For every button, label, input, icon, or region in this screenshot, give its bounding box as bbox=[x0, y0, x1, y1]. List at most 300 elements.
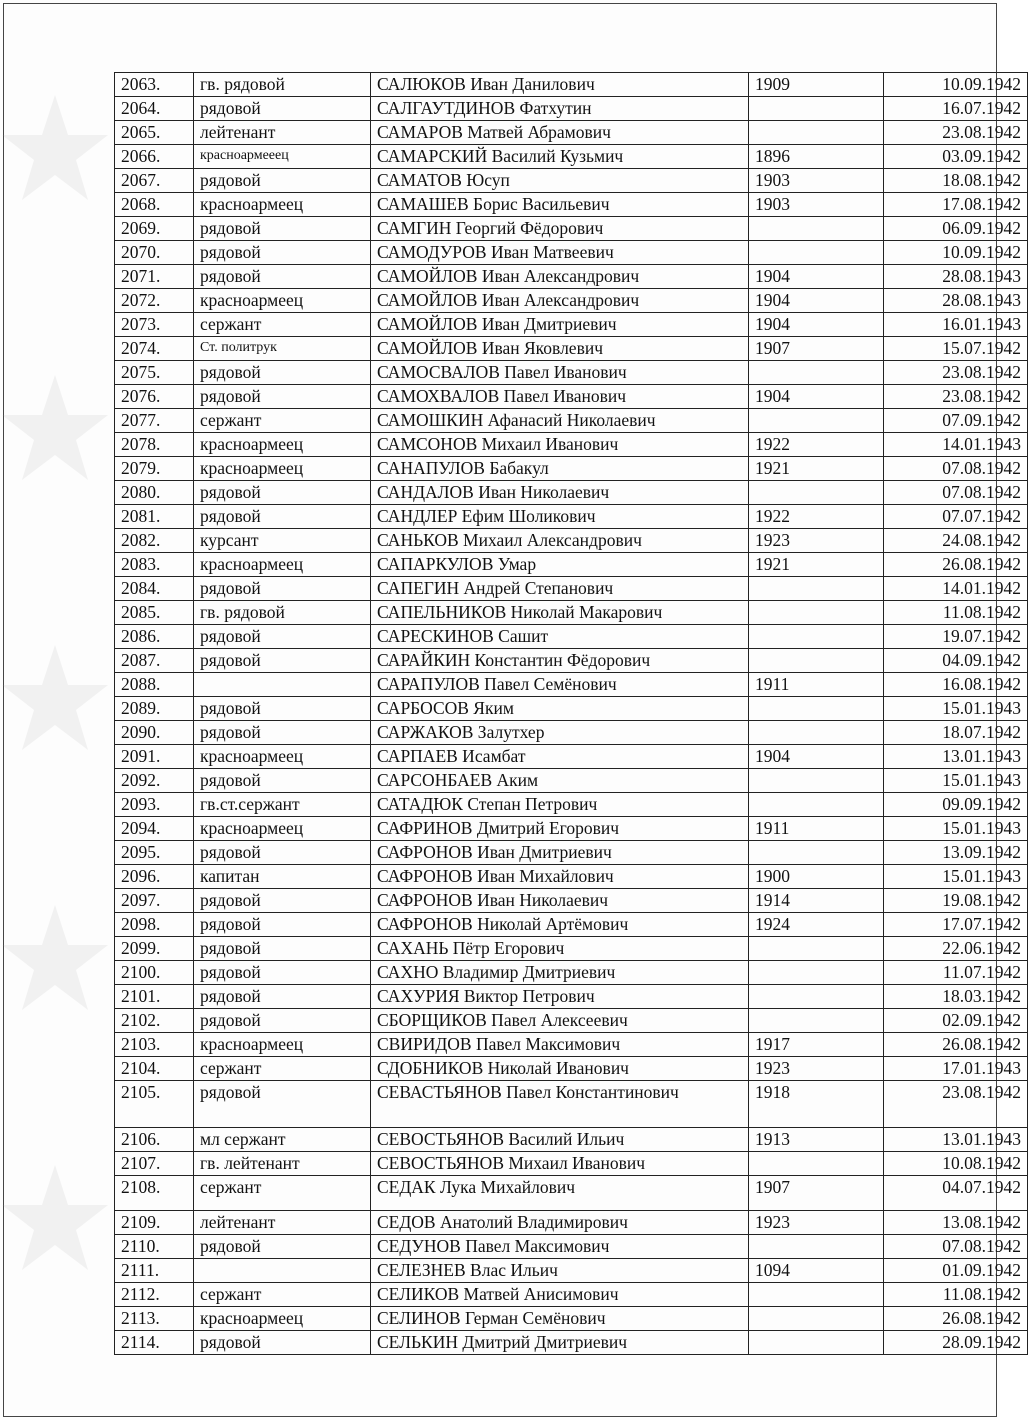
row-name: САРАПУЛОВ Павел Семёнович bbox=[371, 673, 749, 697]
row-date: 17.07.1942 bbox=[884, 913, 1028, 937]
row-birth-year bbox=[749, 241, 884, 265]
row-number: 2078. bbox=[115, 433, 194, 457]
table-row bbox=[115, 169, 1028, 193]
row-birth-year: 1911 bbox=[749, 673, 884, 697]
row-number: 2095. bbox=[115, 841, 194, 865]
row-name: САМАРСКИЙ Василий Кузьмич bbox=[371, 145, 749, 169]
star-stamp-icon bbox=[0, 90, 110, 250]
row-birth-year: 1907 bbox=[749, 337, 884, 361]
row-birth-year bbox=[749, 1307, 884, 1331]
register-body bbox=[115, 73, 1028, 1355]
row-name: САМОДУРОВ Иван Матвеевич bbox=[371, 241, 749, 265]
row-number: 2096. bbox=[115, 865, 194, 889]
row-number: 2066. bbox=[115, 145, 194, 169]
table-row bbox=[115, 697, 1028, 721]
row-rank: красноармееец bbox=[194, 145, 371, 169]
row-rank: красноармеец bbox=[194, 457, 371, 481]
table-row bbox=[115, 673, 1028, 697]
row-name: САХУРИЯ Виктор Петрович bbox=[371, 985, 749, 1009]
row-number: 2114. bbox=[115, 1331, 194, 1355]
row-rank: сержант bbox=[194, 313, 371, 337]
row-number: 2111. bbox=[115, 1259, 194, 1283]
row-number: 2102. bbox=[115, 1009, 194, 1033]
row-name: САЛЮКОВ Иван Данилович bbox=[371, 73, 749, 97]
row-rank: рядовой bbox=[194, 961, 371, 985]
row-name: САНДЛЕР Ефим Шоликович bbox=[371, 505, 749, 529]
table-row bbox=[115, 409, 1028, 433]
row-birth-year: 1904 bbox=[749, 313, 884, 337]
table-row bbox=[115, 1283, 1028, 1307]
row-name: САНДАЛОВ Иван Николаевич bbox=[371, 481, 749, 505]
row-birth-year bbox=[749, 601, 884, 625]
row-date: 23.08.1942 bbox=[884, 1081, 1028, 1128]
row-date: 16.01.1943 bbox=[884, 313, 1028, 337]
row-number: 2063. bbox=[115, 73, 194, 97]
table-row bbox=[115, 73, 1028, 97]
row-rank: рядовой bbox=[194, 721, 371, 745]
table-row bbox=[115, 865, 1028, 889]
row-date: 24.08.1942 bbox=[884, 529, 1028, 553]
row-name: САХНО Владимир Дмитриевич bbox=[371, 961, 749, 985]
row-rank: курсант bbox=[194, 529, 371, 553]
row-number: 2099. bbox=[115, 937, 194, 961]
row-rank: рядовой bbox=[194, 385, 371, 409]
row-name: САРЕСКИНОВ Сашит bbox=[371, 625, 749, 649]
row-number: 2080. bbox=[115, 481, 194, 505]
row-date: 03.09.1942 bbox=[884, 145, 1028, 169]
row-rank: Ст. политрук bbox=[194, 337, 371, 361]
row-rank: рядовой bbox=[194, 937, 371, 961]
row-number: 2076. bbox=[115, 385, 194, 409]
row-birth-year: 1923 bbox=[749, 1211, 884, 1235]
row-name: САПАРКУЛОВ Умар bbox=[371, 553, 749, 577]
row-rank: рядовой bbox=[194, 505, 371, 529]
row-name: САТАДЮК Степан Петрович bbox=[371, 793, 749, 817]
table-row bbox=[115, 313, 1028, 337]
row-date: 26.08.1942 bbox=[884, 1033, 1028, 1057]
row-birth-year bbox=[749, 841, 884, 865]
row-name: СДОБНИКОВ Николай Иванович bbox=[371, 1057, 749, 1081]
row-date: 15.01.1943 bbox=[884, 697, 1028, 721]
row-rank: лейтенант bbox=[194, 1211, 371, 1235]
row-date: 13.01.1943 bbox=[884, 745, 1028, 769]
row-number: 2071. bbox=[115, 265, 194, 289]
row-birth-year: 1913 bbox=[749, 1128, 884, 1152]
row-date: 17.08.1942 bbox=[884, 193, 1028, 217]
row-date: 23.08.1942 bbox=[884, 385, 1028, 409]
row-date: 28.08.1943 bbox=[884, 265, 1028, 289]
row-date: 07.09.1942 bbox=[884, 409, 1028, 433]
table-row bbox=[115, 457, 1028, 481]
row-date: 13.01.1943 bbox=[884, 1128, 1028, 1152]
row-number: 2067. bbox=[115, 169, 194, 193]
row-birth-year: 1904 bbox=[749, 385, 884, 409]
row-number: 2098. bbox=[115, 913, 194, 937]
row-rank: рядовой bbox=[194, 769, 371, 793]
row-birth-year bbox=[749, 649, 884, 673]
row-birth-year: 1904 bbox=[749, 745, 884, 769]
row-name: САНАПУЛОВ Бабакул bbox=[371, 457, 749, 481]
row-date: 18.07.1942 bbox=[884, 721, 1028, 745]
row-number: 2105. bbox=[115, 1081, 194, 1128]
row-number: 2072. bbox=[115, 289, 194, 313]
row-name: САМОЙЛОВ Иван Александрович bbox=[371, 289, 749, 313]
row-number: 2103. bbox=[115, 1033, 194, 1057]
row-number: 2101. bbox=[115, 985, 194, 1009]
row-number: 2068. bbox=[115, 193, 194, 217]
row-rank: красноармеец bbox=[194, 745, 371, 769]
row-date: 16.08.1942 bbox=[884, 673, 1028, 697]
row-date: 07.08.1942 bbox=[884, 481, 1028, 505]
row-name: САФРОНОВ Иван Дмитриевич bbox=[371, 841, 749, 865]
row-birth-year: 1924 bbox=[749, 913, 884, 937]
row-name: САФРОНОВ Николай Артёмович bbox=[371, 913, 749, 937]
row-rank: рядовой bbox=[194, 1331, 371, 1355]
row-rank: мл сержант bbox=[194, 1128, 371, 1152]
row-rank: лейтенант bbox=[194, 121, 371, 145]
row-rank: сержант bbox=[194, 409, 371, 433]
row-name: САРАЙКИН Константин Фёдорович bbox=[371, 649, 749, 673]
row-name: СЕЛИНОВ Герман Семёнович bbox=[371, 1307, 749, 1331]
row-birth-year: 1921 bbox=[749, 553, 884, 577]
row-birth-year bbox=[749, 1331, 884, 1355]
row-number: 2069. bbox=[115, 217, 194, 241]
row-name: САРБОСОВ Яким bbox=[371, 697, 749, 721]
row-name: САМОСВАЛОВ Павел Иванович bbox=[371, 361, 749, 385]
table-row bbox=[115, 553, 1028, 577]
row-number: 2079. bbox=[115, 457, 194, 481]
table-row bbox=[115, 625, 1028, 649]
row-number: 2100. bbox=[115, 961, 194, 985]
row-rank: рядовой bbox=[194, 361, 371, 385]
row-birth-year bbox=[749, 481, 884, 505]
row-rank: гв.ст.сержант bbox=[194, 793, 371, 817]
table-row bbox=[115, 121, 1028, 145]
table-row bbox=[115, 913, 1028, 937]
row-number: 2109. bbox=[115, 1211, 194, 1235]
row-number: 2087. bbox=[115, 649, 194, 673]
row-rank: рядовой bbox=[194, 1235, 371, 1259]
row-date: 04.09.1942 bbox=[884, 649, 1028, 673]
row-name: САМОЙЛОВ Иван Александрович bbox=[371, 265, 749, 289]
table-row bbox=[115, 241, 1028, 265]
row-number: 2113. bbox=[115, 1307, 194, 1331]
row-rank: рядовой bbox=[194, 841, 371, 865]
row-rank: красноармеец bbox=[194, 553, 371, 577]
row-name: СЕДАК Лука Михайлович bbox=[371, 1176, 749, 1211]
row-number: 2085. bbox=[115, 601, 194, 625]
row-date: 15.01.1943 bbox=[884, 865, 1028, 889]
row-rank: рядовой bbox=[194, 1009, 371, 1033]
row-number: 2097. bbox=[115, 889, 194, 913]
row-birth-year bbox=[749, 1009, 884, 1033]
row-date: 13.09.1942 bbox=[884, 841, 1028, 865]
row-birth-year bbox=[749, 577, 884, 601]
row-number: 2064. bbox=[115, 97, 194, 121]
row-date: 15.01.1943 bbox=[884, 769, 1028, 793]
row-date: 10.09.1942 bbox=[884, 241, 1028, 265]
row-name: СВИРИДОВ Павел Максимович bbox=[371, 1033, 749, 1057]
row-name: САЛГАУТДИНОВ Фатхутин bbox=[371, 97, 749, 121]
row-birth-year bbox=[749, 625, 884, 649]
table-row bbox=[115, 193, 1028, 217]
row-birth-year: 1903 bbox=[749, 193, 884, 217]
table-row bbox=[115, 1235, 1028, 1259]
row-date: 07.08.1942 bbox=[884, 1235, 1028, 1259]
row-rank: красноармеец bbox=[194, 289, 371, 313]
row-name: САМАРОВ Матвей Абрамович bbox=[371, 121, 749, 145]
table-row bbox=[115, 361, 1028, 385]
table-row bbox=[115, 481, 1028, 505]
row-rank: рядовой bbox=[194, 481, 371, 505]
row-birth-year bbox=[749, 217, 884, 241]
star-stamp-icon bbox=[0, 640, 110, 800]
table-row bbox=[115, 1331, 1028, 1355]
star-stamp-icon bbox=[0, 370, 110, 530]
row-birth-year bbox=[749, 121, 884, 145]
row-rank: гв. лейтенант bbox=[194, 1152, 371, 1176]
row-rank: капитан bbox=[194, 865, 371, 889]
row-number: 2074. bbox=[115, 337, 194, 361]
row-date: 11.08.1942 bbox=[884, 1283, 1028, 1307]
row-date: 26.08.1942 bbox=[884, 553, 1028, 577]
row-name: САМСОНОВ Михаил Иванович bbox=[371, 433, 749, 457]
row-name: САФРОНОВ Иван Николаевич bbox=[371, 889, 749, 913]
row-date: 10.08.1942 bbox=[884, 1152, 1028, 1176]
row-birth-year bbox=[749, 409, 884, 433]
row-birth-year bbox=[749, 361, 884, 385]
table-row bbox=[115, 433, 1028, 457]
table-row bbox=[115, 937, 1028, 961]
row-number: 2082. bbox=[115, 529, 194, 553]
row-name: САПЕГИН Андрей Степанович bbox=[371, 577, 749, 601]
row-birth-year: 1911 bbox=[749, 817, 884, 841]
row-date: 11.07.1942 bbox=[884, 961, 1028, 985]
row-rank: гв. рядовой bbox=[194, 73, 371, 97]
row-rank bbox=[194, 673, 371, 697]
row-date: 13.08.1942 bbox=[884, 1211, 1028, 1235]
row-birth-year bbox=[749, 697, 884, 721]
row-date: 15.07.1942 bbox=[884, 337, 1028, 361]
row-rank: красноармеец bbox=[194, 433, 371, 457]
row-rank: сержант bbox=[194, 1283, 371, 1307]
table-row bbox=[115, 841, 1028, 865]
row-date: 11.08.1942 bbox=[884, 601, 1028, 625]
row-birth-year: 1914 bbox=[749, 889, 884, 913]
table-row bbox=[115, 529, 1028, 553]
row-birth-year bbox=[749, 1235, 884, 1259]
row-number: 2090. bbox=[115, 721, 194, 745]
row-name: СЕДУНОВ Павел Максимович bbox=[371, 1235, 749, 1259]
row-date: 28.09.1942 bbox=[884, 1331, 1028, 1355]
row-birth-year: 1921 bbox=[749, 457, 884, 481]
row-birth-year bbox=[749, 721, 884, 745]
table-row bbox=[115, 337, 1028, 361]
row-rank: сержант bbox=[194, 1057, 371, 1081]
row-birth-year: 1094 bbox=[749, 1259, 884, 1283]
row-date: 18.03.1942 bbox=[884, 985, 1028, 1009]
row-name: СЕВОСТЬЯНОВ Михаил Иванович bbox=[371, 1152, 749, 1176]
row-rank: рядовой bbox=[194, 697, 371, 721]
row-number: 2075. bbox=[115, 361, 194, 385]
row-date: 04.07.1942 bbox=[884, 1176, 1028, 1211]
casualty-register-table bbox=[114, 72, 1028, 1355]
row-number: 2106. bbox=[115, 1128, 194, 1152]
row-date: 22.06.1942 bbox=[884, 937, 1028, 961]
table-row bbox=[115, 97, 1028, 121]
row-name: САФРОНОВ Иван Михайлович bbox=[371, 865, 749, 889]
row-rank: рядовой bbox=[194, 625, 371, 649]
row-number: 2093. bbox=[115, 793, 194, 817]
row-date: 07.07.1942 bbox=[884, 505, 1028, 529]
row-name: СЕВАСТЬЯНОВ Павел Константинович bbox=[371, 1081, 749, 1128]
row-date: 28.08.1943 bbox=[884, 289, 1028, 313]
row-rank: рядовой bbox=[194, 241, 371, 265]
row-date: 02.09.1942 bbox=[884, 1009, 1028, 1033]
row-name: САМАТОВ Юсуп bbox=[371, 169, 749, 193]
star-stamp-icon bbox=[0, 900, 110, 1060]
table-row bbox=[115, 217, 1028, 241]
row-number: 2070. bbox=[115, 241, 194, 265]
row-rank: красноармеец bbox=[194, 1033, 371, 1057]
row-date: 23.08.1942 bbox=[884, 361, 1028, 385]
table-row bbox=[115, 601, 1028, 625]
row-rank bbox=[194, 1259, 371, 1283]
row-birth-year: 1918 bbox=[749, 1081, 884, 1128]
row-birth-year: 1923 bbox=[749, 1057, 884, 1081]
row-number: 2104. bbox=[115, 1057, 194, 1081]
row-birth-year: 1904 bbox=[749, 289, 884, 313]
row-date: 14.01.1942 bbox=[884, 577, 1028, 601]
row-number: 2112. bbox=[115, 1283, 194, 1307]
row-name: СЕЛИКОВ Матвей Анисимович bbox=[371, 1283, 749, 1307]
row-rank: красноармеец bbox=[194, 817, 371, 841]
row-number: 2084. bbox=[115, 577, 194, 601]
row-number: 2092. bbox=[115, 769, 194, 793]
table-row bbox=[115, 1033, 1028, 1057]
row-birth-year: 1900 bbox=[749, 865, 884, 889]
row-birth-year bbox=[749, 1283, 884, 1307]
row-name: САФРИНОВ Дмитрий Егорович bbox=[371, 817, 749, 841]
row-date: 17.01.1943 bbox=[884, 1057, 1028, 1081]
row-birth-year: 1907 bbox=[749, 1176, 884, 1211]
row-birth-year: 1923 bbox=[749, 529, 884, 553]
row-number: 2091. bbox=[115, 745, 194, 769]
row-date: 19.08.1942 bbox=[884, 889, 1028, 913]
table-row bbox=[115, 577, 1028, 601]
row-rank: рядовой bbox=[194, 217, 371, 241]
row-date: 18.08.1942 bbox=[884, 169, 1028, 193]
table-row bbox=[115, 1081, 1028, 1128]
table-row bbox=[115, 505, 1028, 529]
row-birth-year bbox=[749, 985, 884, 1009]
row-name: САРЖАКОВ Залутхер bbox=[371, 721, 749, 745]
row-name: СЕДОВ Анатолий Владимирович bbox=[371, 1211, 749, 1235]
table-row bbox=[115, 1307, 1028, 1331]
row-birth-year: 1896 bbox=[749, 145, 884, 169]
row-name: САРПАЕВ Исамбат bbox=[371, 745, 749, 769]
row-date: 07.08.1942 bbox=[884, 457, 1028, 481]
row-name: САМАШЕВ Борис Васильевич bbox=[371, 193, 749, 217]
table-row bbox=[115, 1057, 1028, 1081]
row-number: 2089. bbox=[115, 697, 194, 721]
table-row bbox=[115, 1176, 1028, 1211]
table-row bbox=[115, 793, 1028, 817]
row-number: 2088. bbox=[115, 673, 194, 697]
row-birth-year: 1904 bbox=[749, 265, 884, 289]
row-name: САПЕЛЬНИКОВ Николай Макарович bbox=[371, 601, 749, 625]
row-name: САМОШКИН Афанасий Николаевич bbox=[371, 409, 749, 433]
row-birth-year bbox=[749, 1152, 884, 1176]
row-date: 23.08.1942 bbox=[884, 121, 1028, 145]
row-rank: рядовой bbox=[194, 265, 371, 289]
row-name: САРСОНБАЕВ Аким bbox=[371, 769, 749, 793]
row-birth-year: 1909 bbox=[749, 73, 884, 97]
row-date: 06.09.1942 bbox=[884, 217, 1028, 241]
row-number: 2107. bbox=[115, 1152, 194, 1176]
row-name: СЕЛЬКИН Дмитрий Дмитриевич bbox=[371, 1331, 749, 1355]
table-row bbox=[115, 889, 1028, 913]
table-row bbox=[115, 1009, 1028, 1033]
row-name: СЕЛЕЗНЕВ Влас Ильич bbox=[371, 1259, 749, 1283]
row-date: 09.09.1942 bbox=[884, 793, 1028, 817]
row-birth-year bbox=[749, 961, 884, 985]
row-name: САМОЙЛОВ Иван Яковлевич bbox=[371, 337, 749, 361]
row-birth-year: 1922 bbox=[749, 433, 884, 457]
row-number: 2083. bbox=[115, 553, 194, 577]
table-row bbox=[115, 1152, 1028, 1176]
table-row bbox=[115, 721, 1028, 745]
row-date: 16.07.1942 bbox=[884, 97, 1028, 121]
table-row bbox=[115, 145, 1028, 169]
row-name: САМОЙЛОВ Иван Дмитриевич bbox=[371, 313, 749, 337]
row-date: 26.08.1942 bbox=[884, 1307, 1028, 1331]
row-rank: рядовой bbox=[194, 649, 371, 673]
row-rank: рядовой bbox=[194, 169, 371, 193]
table-row bbox=[115, 769, 1028, 793]
row-rank: рядовой bbox=[194, 985, 371, 1009]
row-birth-year: 1922 bbox=[749, 505, 884, 529]
row-birth-year bbox=[749, 937, 884, 961]
star-stamp-icon bbox=[0, 1160, 110, 1320]
table-row bbox=[115, 1259, 1028, 1283]
row-number: 2108. bbox=[115, 1176, 194, 1211]
row-birth-year: 1903 bbox=[749, 169, 884, 193]
row-rank: рядовой bbox=[194, 913, 371, 937]
table-row bbox=[115, 1211, 1028, 1235]
row-name: САХАНЬ Пётр Егорович bbox=[371, 937, 749, 961]
row-birth-year bbox=[749, 769, 884, 793]
table-row bbox=[115, 745, 1028, 769]
row-rank: рядовой bbox=[194, 1081, 371, 1128]
table-row bbox=[115, 289, 1028, 313]
row-number: 2086. bbox=[115, 625, 194, 649]
row-rank: рядовой bbox=[194, 97, 371, 121]
table-row bbox=[115, 385, 1028, 409]
row-date: 01.09.1942 bbox=[884, 1259, 1028, 1283]
row-number: 2081. bbox=[115, 505, 194, 529]
row-name: САМОХВАЛОВ Павел Иванович bbox=[371, 385, 749, 409]
row-birth-year bbox=[749, 97, 884, 121]
row-date: 19.07.1942 bbox=[884, 625, 1028, 649]
row-name: САНЬКОВ Михаил Александрович bbox=[371, 529, 749, 553]
row-name: САМГИН Георгий Фёдорович bbox=[371, 217, 749, 241]
row-number: 2073. bbox=[115, 313, 194, 337]
row-number: 2065. bbox=[115, 121, 194, 145]
row-rank: гв. рядовой bbox=[194, 601, 371, 625]
row-number: 2094. bbox=[115, 817, 194, 841]
row-date: 15.01.1943 bbox=[884, 817, 1028, 841]
